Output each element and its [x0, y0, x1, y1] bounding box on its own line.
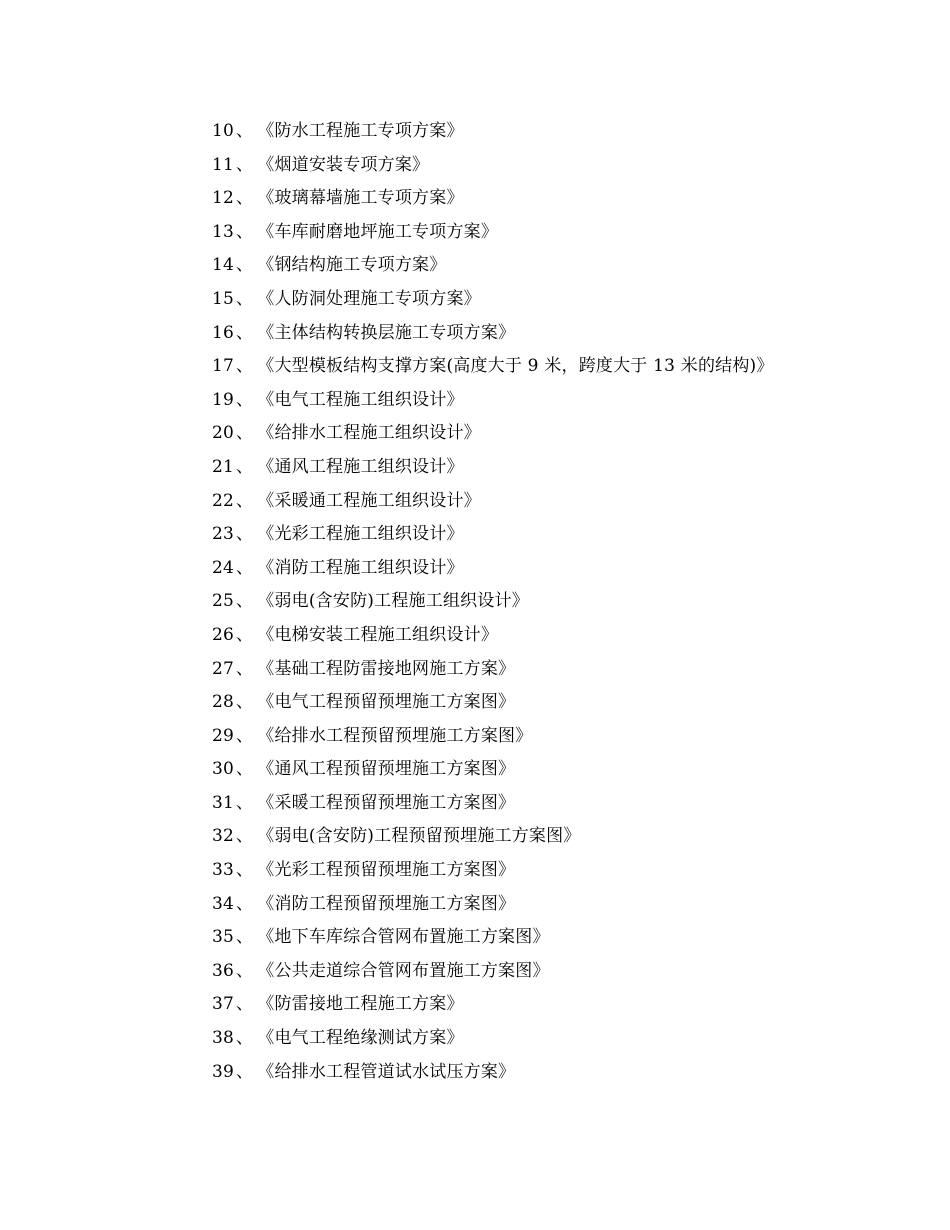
- list-item: [212, 688, 912, 722]
- item-title: 《弱电(含安防)工程预留预埋施工方案图》: [257, 826, 581, 847]
- list-item: [212, 1058, 912, 1092]
- item-title: 《给排水工程施工组织设计》: [257, 423, 481, 444]
- item-number: 10: [212, 121, 235, 141]
- list-item: [212, 251, 912, 285]
- item-title: 《钢结构施工专项方案》: [257, 255, 447, 276]
- list-item: [212, 386, 912, 420]
- item-separator: 、: [236, 692, 254, 713]
- item-number: 35: [212, 927, 235, 948]
- item-separator: 、: [236, 356, 254, 377]
- item-number: 15: [212, 288, 235, 309]
- item-title: 《消防工程施工组织设计》: [257, 557, 464, 578]
- item-title: 《地下车库综合管网布置施工方案图》: [257, 927, 550, 948]
- item-title: 《主体结构转换层施工专项方案》: [257, 322, 516, 343]
- item-separator: 、: [236, 960, 254, 981]
- item-number: 37: [212, 994, 235, 1015]
- list-item: [212, 789, 912, 823]
- item-separator: 、: [236, 1061, 254, 1082]
- item-separator: 、: [236, 389, 254, 410]
- item-separator: 、: [236, 591, 254, 612]
- list-item: [212, 890, 912, 924]
- list-item: [212, 352, 912, 386]
- list-item: [212, 218, 912, 252]
- item-title: 《光彩工程施工组织设计》: [257, 524, 464, 545]
- list-item: [212, 990, 912, 1024]
- item-separator: 、: [236, 792, 254, 813]
- list-item: [212, 957, 912, 991]
- list-item: [212, 184, 912, 218]
- item-title: 《大型模板结构支撑方案(高度大于 9 米，跨度大于 13 米的结构)》: [257, 356, 774, 377]
- item-number: 30: [212, 759, 235, 780]
- list-item: [212, 587, 912, 621]
- item-title: 《车库耐磨地坪施工专项方案》: [257, 221, 499, 242]
- item-title: 《玻璃幕墙施工专项方案》: [257, 188, 464, 209]
- item-separator: 、: [236, 557, 254, 578]
- item-separator: 、: [236, 860, 254, 881]
- item-number: 16: [212, 322, 235, 343]
- item-number: 24: [212, 557, 235, 578]
- item-number: 13: [212, 221, 235, 242]
- item-title: 《采暖通工程施工组织设计》: [257, 490, 481, 511]
- item-number: 22: [212, 490, 235, 511]
- item-separator: 、: [236, 456, 254, 477]
- item-number: 34: [212, 893, 235, 914]
- item-number: 33: [212, 860, 235, 881]
- item-separator: 、: [236, 288, 254, 309]
- item-separator: 、: [236, 927, 254, 948]
- item-separator: 、: [236, 994, 254, 1015]
- list-item: [212, 319, 912, 353]
- item-number: 25: [212, 591, 235, 612]
- item-title: 《公共走道综合管网布置施工方案图》: [257, 960, 550, 981]
- item-separator: 、: [236, 658, 254, 679]
- item-title: 《电梯安装工程施工组织设计》: [257, 624, 499, 645]
- list-item: [212, 621, 912, 655]
- item-separator: 、: [236, 121, 254, 141]
- item-number: 31: [212, 792, 235, 813]
- item-separator: 、: [236, 322, 254, 343]
- item-title: 《弱电(含安防)工程施工组织设计》: [257, 591, 529, 612]
- item-number: 36: [212, 960, 235, 981]
- item-separator: 、: [236, 524, 254, 545]
- item-separator: 、: [236, 255, 254, 276]
- item-title: 《采暖工程预留预埋施工方案图》: [257, 792, 516, 813]
- item-number: 11: [212, 154, 235, 175]
- item-title: 《电气工程施工组织设计》: [257, 389, 464, 410]
- item-title: 《人防洞处理施工专项方案》: [257, 288, 481, 309]
- list-item: [212, 453, 912, 487]
- list-item: [212, 722, 912, 756]
- item-number: 21: [212, 456, 235, 477]
- item-separator: 、: [236, 188, 254, 209]
- item-title: 《给排水工程管道试水试压方案》: [257, 1061, 516, 1082]
- item-number: 17: [212, 356, 235, 377]
- item-number: 38: [212, 1028, 235, 1049]
- item-separator: 、: [236, 221, 254, 242]
- item-separator: 、: [236, 725, 254, 746]
- item-title: 《电气工程绝缘测试方案》: [257, 1028, 464, 1049]
- list-item: [212, 285, 912, 319]
- list-item: [212, 1024, 912, 1058]
- list-item: [212, 923, 912, 957]
- item-number: 27: [212, 658, 235, 679]
- list-item: [212, 856, 912, 890]
- item-number: 20: [212, 423, 235, 444]
- item-separator: 、: [236, 759, 254, 780]
- item-title: 《烟道安装专项方案》: [257, 154, 430, 175]
- item-title: 《给排水工程预留预埋施工方案图》: [257, 725, 533, 746]
- item-title: 《防雷接地工程施工方案》: [257, 994, 464, 1015]
- list-item: [212, 419, 912, 453]
- item-separator: 、: [236, 423, 254, 444]
- list-item: [212, 755, 912, 789]
- item-number: 19: [212, 389, 235, 410]
- item-number: 32: [212, 826, 235, 847]
- item-separator: 、: [236, 826, 254, 847]
- item-title: 《防水工程施工专项方案》: [257, 121, 464, 141]
- plan-list: [212, 117, 912, 1091]
- item-title: 《基础工程防雷接地网施工方案》: [257, 658, 516, 679]
- list-item: [212, 117, 912, 151]
- item-title: 《通风工程施工组织设计》: [257, 456, 464, 477]
- list-item: [212, 151, 912, 185]
- item-number: 14: [212, 255, 235, 276]
- list-item: [212, 520, 912, 554]
- item-number: 12: [212, 188, 235, 209]
- item-title: 《消防工程预留预埋施工方案图》: [257, 893, 516, 914]
- item-number: 28: [212, 692, 235, 713]
- list-item: [212, 554, 912, 588]
- list-item: [212, 487, 912, 521]
- item-separator: 、: [236, 1028, 254, 1049]
- item-number: 26: [212, 624, 235, 645]
- list-item: [212, 655, 912, 689]
- item-title: 《光彩工程预留预埋施工方案图》: [257, 860, 516, 881]
- item-separator: 、: [236, 490, 254, 511]
- item-title: 《电气工程预留预埋施工方案图》: [257, 692, 516, 713]
- list-item: [212, 822, 912, 856]
- item-number: 23: [212, 524, 235, 545]
- item-title: 《通风工程预留预埋施工方案图》: [257, 759, 516, 780]
- item-separator: 、: [236, 154, 254, 175]
- item-separator: 、: [236, 893, 254, 914]
- item-number: 39: [212, 1061, 235, 1082]
- item-separator: 、: [236, 624, 254, 645]
- item-number: 29: [212, 725, 235, 746]
